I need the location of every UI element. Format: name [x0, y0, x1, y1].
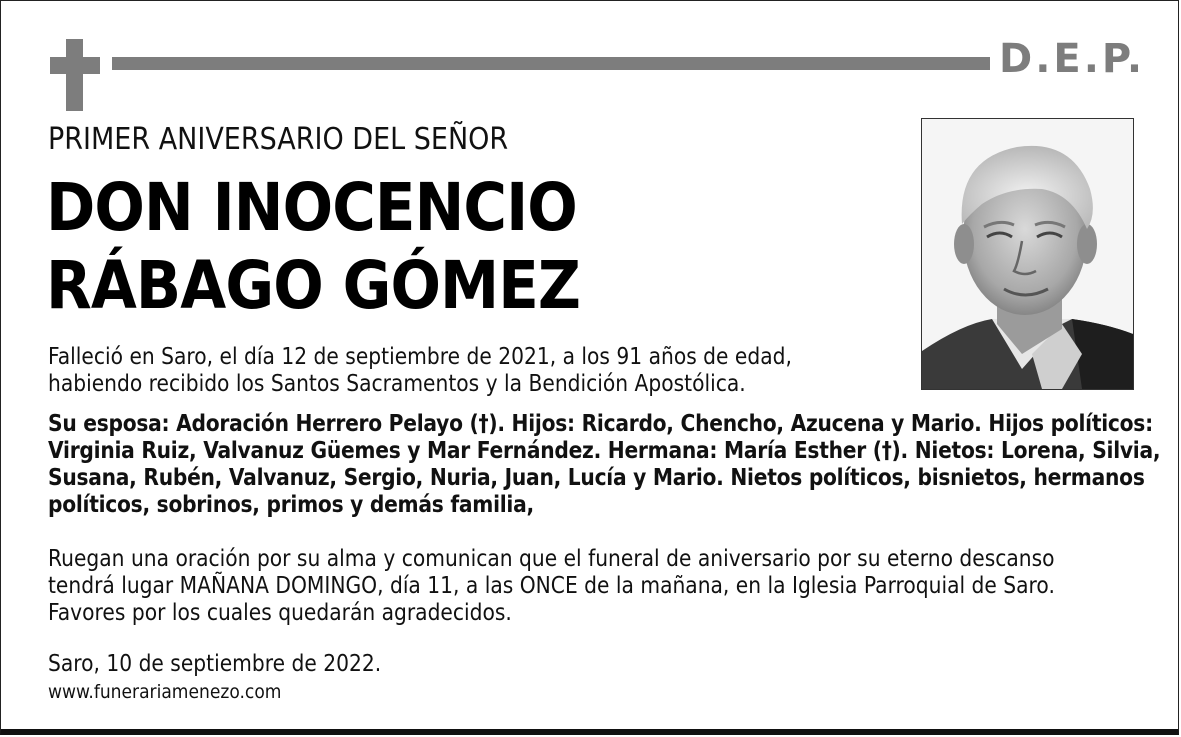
family-line: políticos, sobrinos, primos y demás familia, — [48, 492, 534, 518]
header-rule — [112, 57, 990, 70]
funeral-line: tendrá lugar MAÑANA DOMINGO, día 11, a las ONCE de la mañana, en la Iglesia Parroquial de Saro. — [48, 573, 1055, 599]
family-line: Su esposa: Adoración Herrero Pelayo (†). Hijos: Ricardo, Chencho, Azucena y Mario. Hijos políticos: — [48, 411, 1153, 437]
date-place: Saro, 10 de septiembre de 2022. — [48, 651, 382, 677]
funeral-line: Ruegan una oración por su alma y comunican que el funeral de aniversario por su eterno descanso — [48, 546, 1055, 572]
portrait-photo — [921, 118, 1134, 390]
death-notice — [48, 344, 792, 398]
family-list — [48, 411, 1160, 519]
funeral-announcement — [48, 546, 1055, 627]
family-line: Virginia Ruiz, Valvanuz Güemes y Mar Fernández. Hermana: María Esther (†). Nietos: Lorena, Silvia, — [48, 438, 1161, 464]
deceased-name — [46, 169, 580, 325]
dep-label: D.E.P. — [999, 36, 1146, 82]
website-link[interactable]: www.funerariamenezo.com — [48, 681, 282, 703]
portrait-icon — [922, 119, 1133, 389]
family-line: Susana, Rubén, Valvanuz, Sergio, Nuria, Juan, Lucía y Mario. Nietos políticos, bisnietos, hermanos — [48, 465, 1145, 491]
name-line-2: RÁBAGO GÓMEZ — [46, 247, 581, 324]
cross-icon — [50, 39, 100, 111]
name-line-1: DON INOCENCIO — [46, 169, 577, 246]
notice-subtitle: PRIMER ANIVERSARIO DEL SEÑOR — [48, 122, 509, 157]
funeral-line: Favores por los cuales quedarán agradecidos. — [48, 600, 512, 626]
death-notice-line: habiendo recibido los Santos Sacramentos y la Bendición Apostólica. — [48, 371, 746, 397]
death-notice-line: Falleció en Saro, el día 12 de septiembre de 2021, a los 91 años de edad, — [48, 344, 792, 370]
